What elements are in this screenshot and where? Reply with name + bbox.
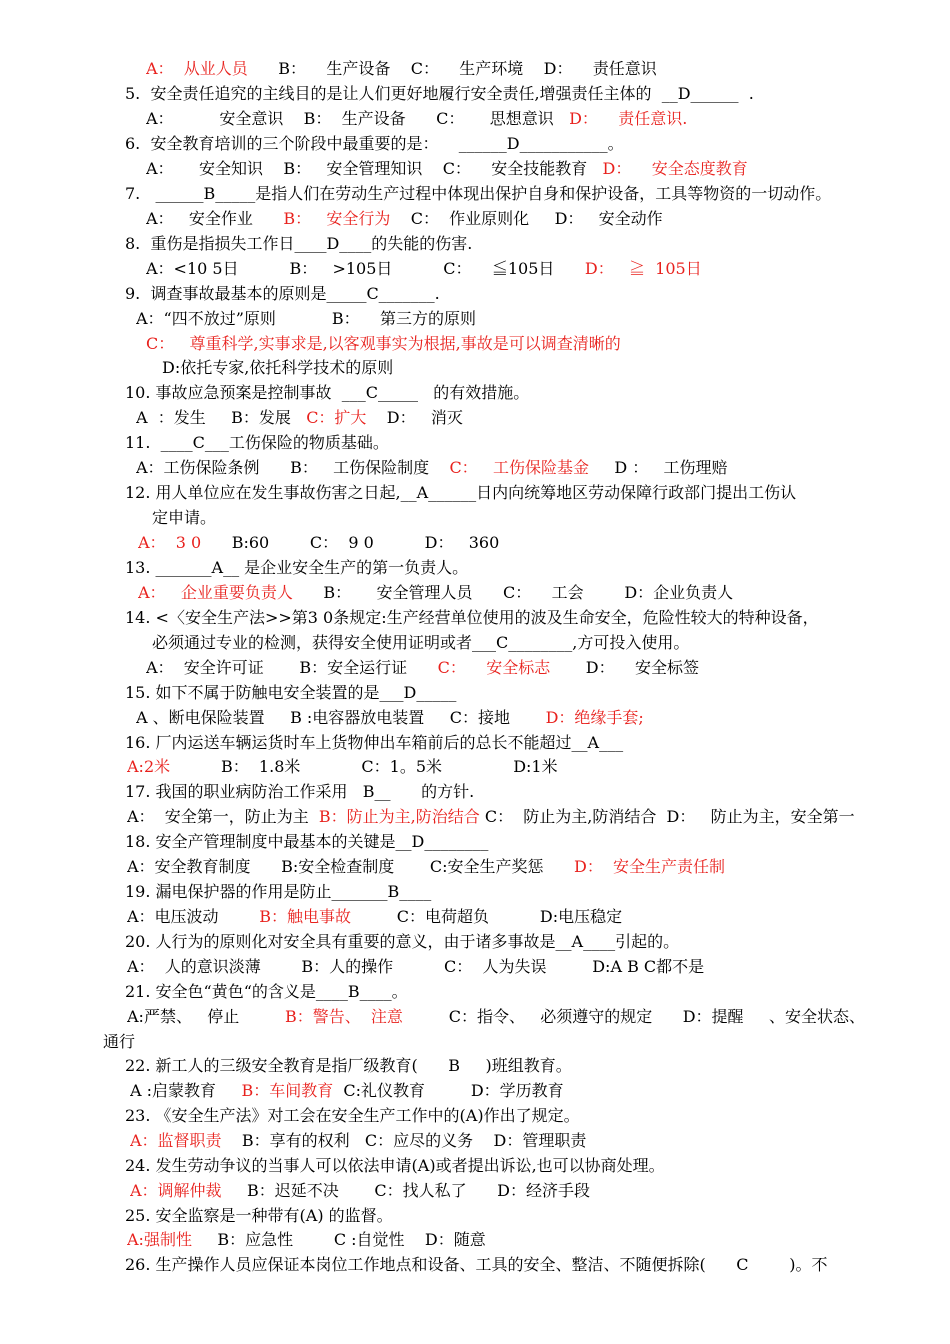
text-line [125,382,946,404]
text-segment: D:依托专家,依托科学技术的原则 [162,358,394,377]
text-segment: 12. 用人单位应在发生事故伤害之日起,__A______日内向统筹地区劳动保障行政部门提出工伤认 [125,483,797,502]
text-line [125,931,946,953]
text-line [125,83,946,105]
answer-highlight: A：调解仲裁 [130,1181,222,1200]
text-segment: A 、断电保险装置 B :电容器放电装置 C：接地 [136,708,546,727]
text-line [125,1055,946,1077]
text-line [125,1105,946,1127]
answer-highlight: C：扩大 [306,408,367,427]
text-line [146,258,946,280]
text-segment: D ： 工伤理赔 [588,458,728,477]
text-segment: 11. ____C___工伤保险的物质基础。 [125,433,389,452]
text-line [136,407,946,429]
text-segment: 24. 发生劳动争议的当事人可以依法申请(A)或者提出诉讼,也可以协商处理。 [125,1156,665,1175]
text-segment: B： 安全管理人员 C： 工会 D：企业负责人 [292,583,734,602]
answer-highlight: A：监督职责 [130,1131,222,1150]
text-segment: A： 安全第一，防止为主 [127,807,319,826]
text-line [138,582,946,604]
text-segment: 17. 我国的职业病防治工作采用 B__ 的方针. [125,782,475,801]
text-segment: 8. 重伤是指损失工作日____D____的失能的伤害. [125,234,473,253]
answer-highlight: A： 企业重要负责人 [138,583,293,602]
answer-highlight: B：触电事故 [259,907,352,926]
text-line [103,1031,946,1053]
text-segment: A：安全教育制度 B:安全检查制度 C:安全生产奖惩 [127,857,574,876]
text-segment: A： 安全许可证 B：安全运行证 [146,658,438,677]
text-line [152,632,946,654]
answer-highlight: B：防止为主,防治结合 [318,807,480,826]
answer-highlight: D： 安全生产责任制 [573,857,725,876]
text-line [125,183,946,205]
text-segment: 18. 安全产管理制度中最基本的关键是__D________ [125,832,489,851]
answer-highlight: D： 安全态度教育 [602,159,748,178]
text-line [125,682,946,704]
text-line [127,806,946,828]
text-segment: A：<10 5日 B： >105日 C： ≦105日 [146,259,585,278]
text-line [136,457,946,479]
text-line [125,607,946,629]
text-segment: B：享有的权利 C：应尽的义务 D：管理职责 [221,1131,587,1150]
text-segment: A:严禁、 停止 [127,1007,285,1026]
text-segment: 14. <〈安全生产法>>第3 0条规定:生产经营单位使用的波及生命安全，危险性较大的特种设备， [125,608,819,627]
text-segment: A：“四不放过”原则 B： 第三方的原则 [136,309,476,328]
text-line [125,1205,946,1227]
text-segment: 25. 安全监察是一种带有(A) 的监督。 [125,1206,393,1225]
text-line [125,482,946,504]
text-line [125,283,946,305]
text-segment: 15. 如下不属于防触电安全装置的是___D_____ [125,683,457,702]
text-line [146,208,946,230]
answer-highlight: A:2米 [127,757,171,776]
text-segment: A： 安全意识 B： 生产设备 C： 思想意识 [146,109,570,128]
text-segment: 23. 《安全生产法》对工会在安全生产工作中的(A)作出了规定。 [125,1106,580,1125]
text-segment: 20. 人行为的原则化对安全具有重要的意义，由于诸多事故是__A____引起的。 [125,932,680,951]
answer-highlight: B： 安全行为 [283,209,391,228]
text-segment: 6. 安全教育培训的三个阶段中最重要的是： ______D___________。 [125,134,624,153]
answer-highlight: C： 工伤保险基金 [449,458,589,477]
text-line [146,108,946,130]
text-line [127,956,946,978]
text-segment: A： 安全作业 [146,209,284,228]
text-segment: D： 消灭 [366,408,463,427]
text-segment: B： 1.8米 C：1。5米 D:1米 [170,757,558,776]
answer-highlight: A： 从业人员 [146,59,248,78]
text-segment: 10. 事故应急预案是控制事故 ___C_____ 的有效措施。 [125,383,530,402]
answer-highlight: D：绝缘手套; [545,708,644,727]
text-segment: 必须通过专业的检测，获得安全使用证明或者___C________,方可投入使用。 [152,633,690,652]
answer-highlight: C： 安全标志 [437,658,551,677]
text-segment: A：工伤保险条例 B： 工伤保险制度 [136,458,450,477]
text-line [125,981,946,1003]
text-line [146,333,946,355]
text-line [130,1080,946,1102]
text-segment: 21. 安全色“黄色“的含义是____B____。 [125,982,408,1001]
text-line [125,732,946,754]
text-line [125,557,946,579]
text-line [125,831,946,853]
text-segment: C： 防止为主,防消结合 D： 防止为主，安全第一 [479,807,855,826]
answer-highlight: C： 尊重科学,实事求是,以客观事实为根据,事故是可以调查清晰的 [146,334,621,353]
text-line [146,158,946,180]
text-segment: C： 作业原则化 D： 安全动作 [390,209,663,228]
text-line [146,58,946,80]
text-line [136,707,946,729]
text-line [125,781,946,803]
text-segment: 9. 调查事故最基本的原则是_____C_______. [125,284,440,303]
text-line [125,1155,946,1177]
text-segment: A： 安全知识 B： 安全管理知识 C： 安全技能教育 [146,159,603,178]
text-segment: B： 生产设备 C： 生产环境 D： 责任意识 [247,59,657,78]
text-segment: A： 人的意识淡薄 B：人的操作 C： 人为失误 D:A B C都不是 [127,957,705,976]
text-line [127,756,946,778]
text-line [136,308,946,330]
text-line [125,1254,946,1276]
text-line [152,507,946,529]
answer-highlight: B：车间教育 [241,1081,334,1100]
text-segment: A ：发生 B：发展 [136,408,307,427]
text-line [127,1229,946,1251]
text-line [162,357,946,379]
text-line [130,1180,946,1202]
text-segment: 26. 生产操作人员应保证本岗位工作地点和设备、工具的安全、整洁、不随便拆除( C )。不 [125,1255,828,1274]
text-segment: 22. 新工人的三级安全教育是指厂级教育( B )班组教育。 [125,1056,572,1075]
answer-highlight: A:强制性 [127,1230,192,1249]
text-segment: 定申请。 [152,508,217,527]
text-segment: C：指令、 必须遵守的规定 D：提醒 、安全状态、 [402,1007,865,1026]
text-segment: 通行 [103,1032,136,1051]
answer-highlight: D： ≧ 105日 [584,259,702,278]
text-segment: 7. ______B_____是指人们在劳动生产过程中体现出保护自身和保护设备，工具等物资的一切动作。 [125,184,832,203]
text-line [127,856,946,878]
text-segment: 5. 安全责任追究的主线目的是让人们更好地履行安全责任,增强责任主体的 __D______ . [125,84,754,103]
text-line [125,432,946,454]
text-segment: C:礼仪教育 D：学历教育 [333,1081,564,1100]
text-segment: B：迟延不决 C：找人私了 D：经济手段 [221,1181,590,1200]
text-line [125,881,946,903]
text-segment: 13. _______A__ 是企业安全生产的第一负责人。 [125,558,469,577]
text-line [138,532,946,554]
text-segment: A :启蒙教育 [130,1081,242,1100]
text-line [127,1006,946,1028]
text-line [127,906,946,928]
answer-highlight: B：警告、 注意 [284,1007,403,1026]
text-segment: D： 安全标签 [550,658,699,677]
text-segment: A：电压波动 [127,907,260,926]
text-segment: B:60 C： 9 0 D： 360 [201,533,500,552]
answer-highlight: A： 3 0 [138,533,202,552]
text-line [130,1130,946,1152]
text-segment: C：电荷超负 D:电压稳定 [351,907,623,926]
text-line [146,657,946,679]
answer-highlight: D： 责任意识. [569,109,688,128]
text-line [125,233,946,255]
text-line [125,133,946,155]
text-segment: 16. 厂内运送车辆运货时车上货物伸出车箱前后的总长不能超过__A___ [125,733,624,752]
text-segment: B：应急性 C :自觉性 D：随意 [191,1230,486,1249]
text-segment: 19. 漏电保护器的作用是防止_______B____ [125,882,432,901]
